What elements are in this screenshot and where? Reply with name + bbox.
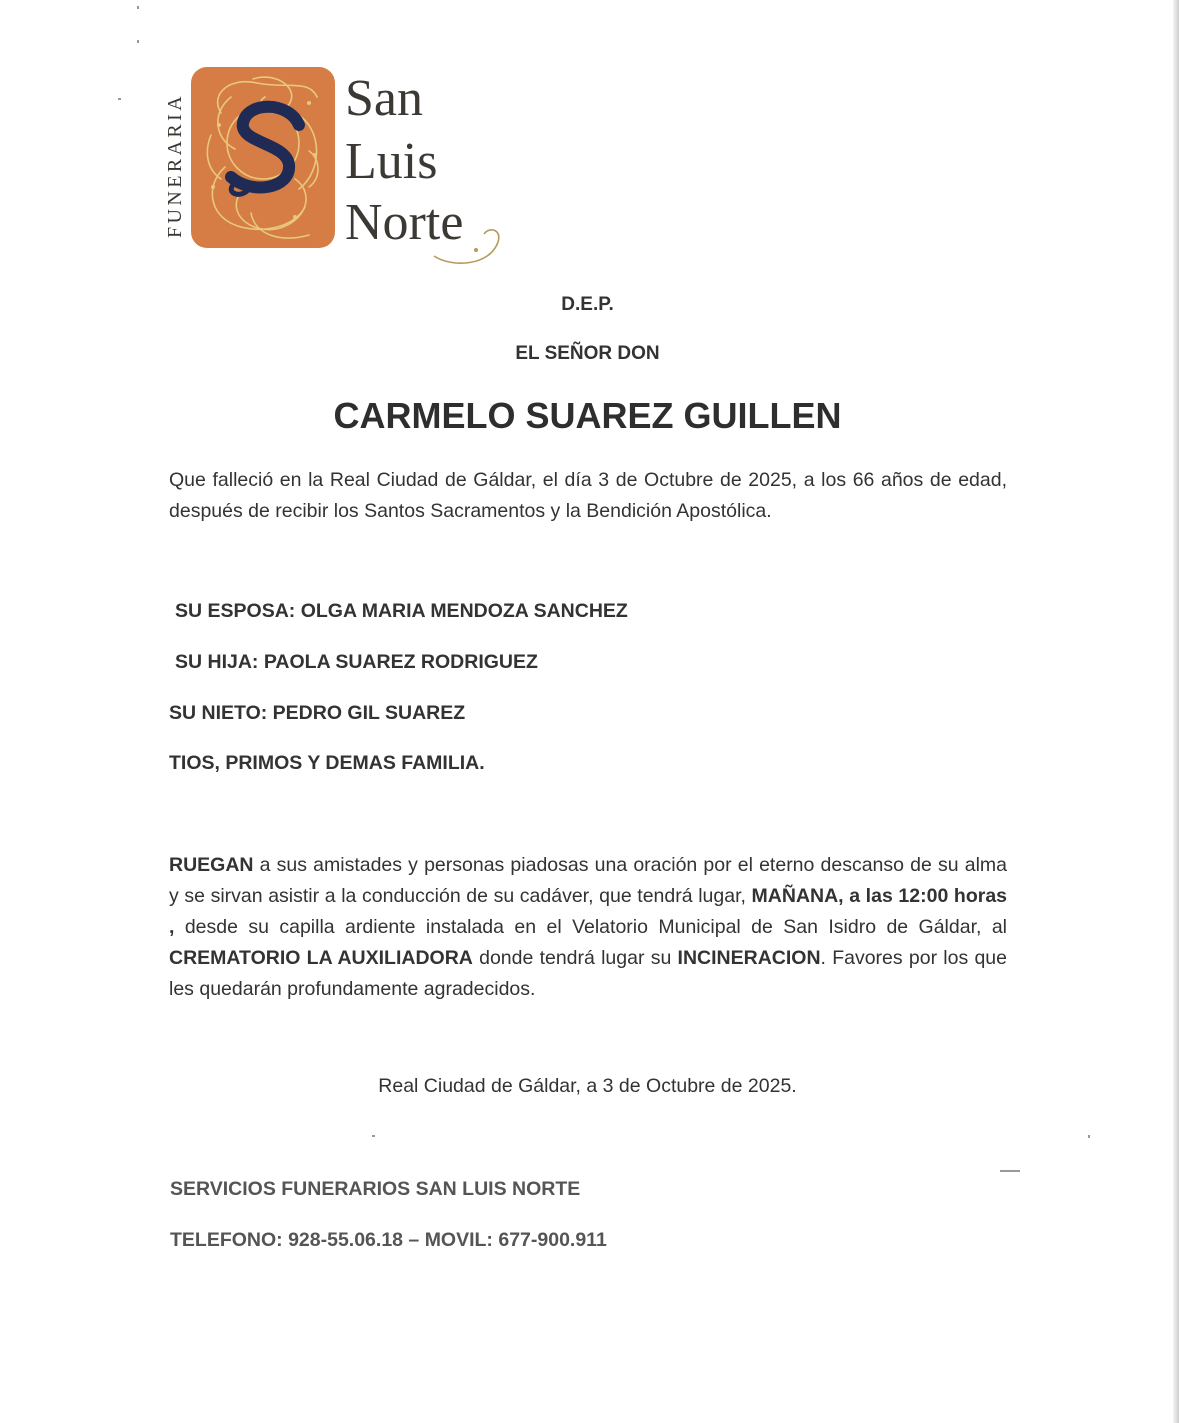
- scan-speck: [372, 1135, 375, 1137]
- brand-name-line-2: Luis: [345, 133, 438, 190]
- deceased-name: CARMELO SUAREZ GUILLEN: [333, 395, 842, 436]
- ruegan-bold-1: RUEGAN: [169, 854, 254, 876]
- family-others: TIOS, PRIMOS Y DEMAS FAMILIA.: [169, 752, 485, 774]
- ruegan-text-4: . Favores por los que les quedarán profundamente agradecidos.: [169, 947, 1007, 1000]
- signoff-date: Real Ciudad de Gáldar, a 3 de Octubre de 2025.: [378, 1075, 797, 1097]
- intro-paragraph: Que falleció en la Real Ciudad de Gáldar, el día 3 de Octubre de 2025, a los 66 años de edad, después de recibir los Santos Sacramentos y la Bendición Apostólica.: [169, 469, 1007, 522]
- scan-speck: [1088, 1135, 1090, 1138]
- ruegan-text-3: donde tendrá lugar su: [472, 947, 678, 969]
- footer-company: SERVICIOS FUNERARIOS SAN LUIS NORTE: [170, 1178, 581, 1200]
- brand-name-line-3: Norte: [345, 194, 464, 251]
- family-daughter: SU HIJA: PAOLA SUAREZ RODRIGUEZ: [175, 651, 538, 673]
- scan-speck: [137, 6, 139, 9]
- family-grandson: SU NIETO: PEDRO GIL SUAREZ: [169, 702, 466, 724]
- ruegan-text-2: desde su capilla ardiente instalada en el Velatorio Municipal de San Isidro de Gáldar, al: [174, 916, 1007, 938]
- ruegan-bold-2: MAÑANA, a las 12:00 horas ,: [169, 885, 1008, 938]
- swash-flourish-icon: [432, 216, 504, 268]
- ruegan-bold-4: INCINERACION: [677, 947, 821, 969]
- ruegan-text-1: a sus amistades y personas piadosas una oración por el eterno descanso de su alma y se sirvan asistir a la conducción de su cadáver, que tendrá lugar,: [169, 854, 1007, 907]
- scan-edge: [1173, 0, 1179, 1423]
- scan-speck: [137, 40, 139, 43]
- family-spouse: SU ESPOSA: OLGA MARIA MENDOZA SANCHEZ: [175, 600, 628, 622]
- brand-name-line-1: San: [345, 70, 423, 127]
- footer-phones: TELEFONO: 928-55.06.18 – MOVIL: 677-900.911: [170, 1229, 607, 1251]
- ruegan-bold-3: CREMATORIO LA AUXILIADORA: [169, 947, 473, 969]
- monogram-logo-icon: [191, 67, 335, 248]
- scan-speck: [1000, 1170, 1020, 1172]
- title-prefix: EL SEÑOR DON: [515, 343, 660, 364]
- funeraria-vertical-label: FUNERARIA: [164, 92, 186, 238]
- logo-tile-background: [191, 67, 335, 248]
- scan-speck: [118, 98, 121, 100]
- dep-heading: D.E.P.: [561, 294, 614, 315]
- ruegan-paragraph: [169, 850, 1007, 1005]
